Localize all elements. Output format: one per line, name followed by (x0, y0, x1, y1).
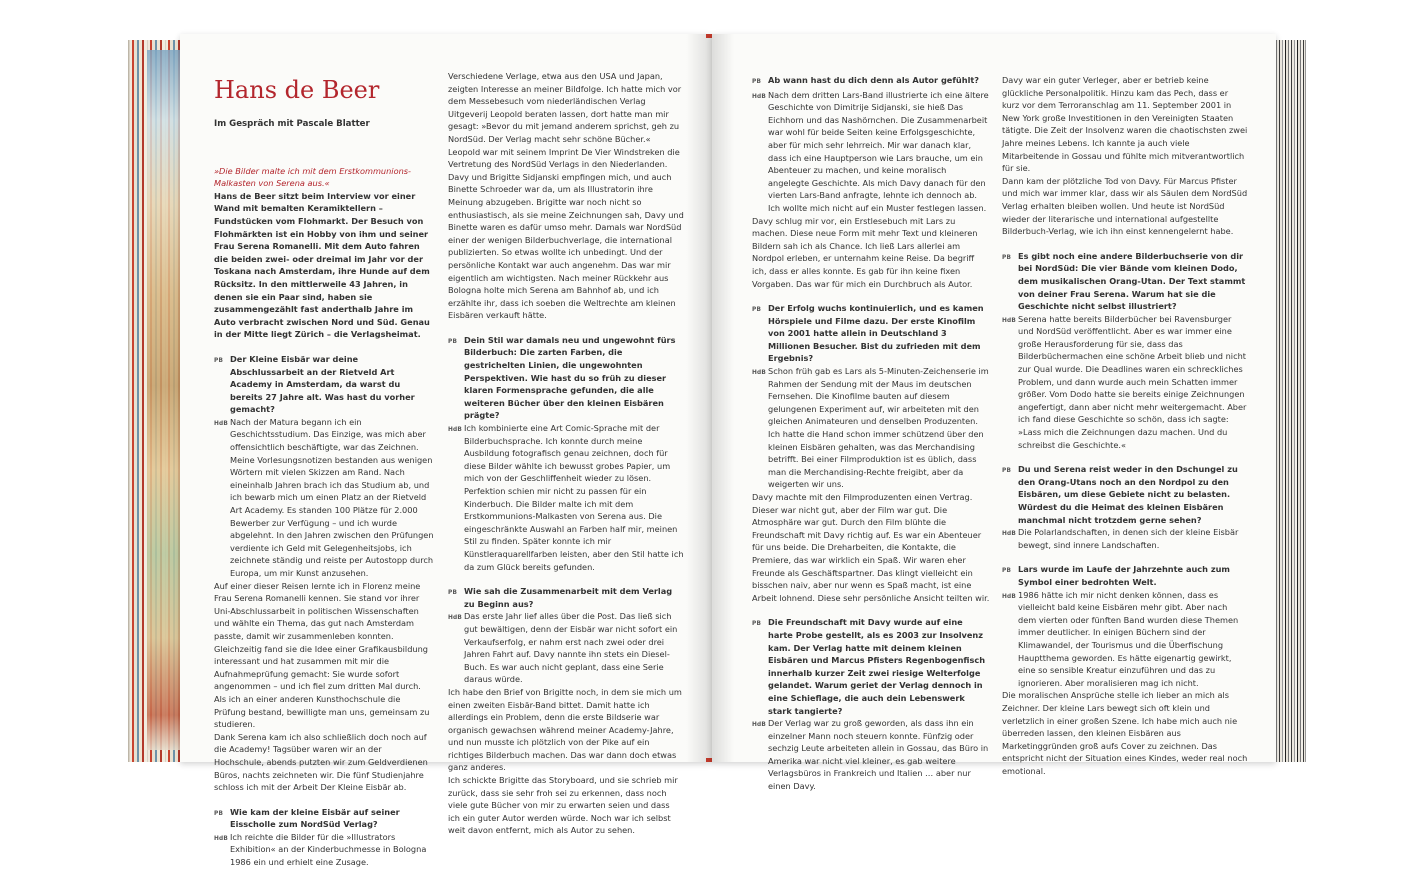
answer-block (1002, 313, 1248, 452)
answer-text: Serena hatte bereits Bilderbücher bei Ravensburger und NordSüd veröffentlicht. Aber es war immer eine große Herausforderung für sie, dass das Bilderbüchermachen eine schöne Arbeit blieb und nicht zur Qual wurde. Die Deadlines waren ein schreckliches Problem, und dann wurde auch mein Schatten immer größer. Vom Dodo hatte sie bereits einige Zeichnungen angefertigt, dann aber nicht mehr weitergemacht. Aber ich fand diese Geschichte so schön, dass ich sagte: »Lass mich die Zeichnungen dazu machen. Und du schreibst die Geschichte.« (1018, 313, 1247, 450)
answer-text: Nach dem dritten Lars-Band illustrierte ich eine ältere Geschichte von Dimitrije Sidjanski, sie hieß Das Eichhorn und das Nashörnchen. Die Zusammenarbeit war wohl für beide Seiten keine Erfolgsgeschichte, aber für mich sehr lehrreich. Mir war danach klar, dass ich eine Hauptperson wie Lars brauche, um ein Abenteuer zu machen, und keine moralisch angelegte Geschichte. Als mich Davy danach für den vierten Lars-Band anfragte, lehnte ich dennoch ab. Ich wollte mich nicht auf ein Muster festlegen lassen. (768, 89, 989, 213)
answer-text: Schon früh gab es Lars als 5-Minuten-Zeichenserie im Rahmen der Sendung mit der Maus im deutschen Fernsehen. Die Kinofilme bauten auf diesem gelungenen Experiment auf, wir arbeiteten mit den gleichen Animateuren und denselben Produzenten. Ich hatte die Hand schon immer schützend über den kleinen Eisbären gehalten, was das Merchandising betrifft. Bei einer Filmproduktion ist es üblich, dass man die Merchandising-Rechte freigibt, aber da weigerten wir uns. (768, 366, 989, 490)
answer-text: Das erste Jahr lief alles über die Post. Das ließ sich gut bewältigen, denn der Eisbär war nicht sofort ein Verkaufserfolg, er nahm erst nach zwei oder drei Jahren Fahrt auf. Davy nannte ihn stets ein Diesel-Buch. Es war auch nicht geplant, dass eine Serie daraus würde. (464, 611, 678, 685)
answer-tag: HdB (1002, 317, 1017, 324)
question-tag: PB (448, 590, 458, 597)
body-paragraph: Davy und Brigitte Sidjanski empfingen mich, und auch Binette Schroeder war da, um als Illustratorin ihre Meinung abzugeben. Brigitte war noch nicht so enthusiastisch, als sie meine Zeichnungen sah, Davy und Binette waren es dafür umso mehr. Damals war NordSüd einer der wenigen Bilderbuchverlage, die international publizierten. So etwas wollte ich unbedingt. Und der persönliche Kontakt war auch angenehm. Das war mir eigentlich am wichtigsten. Nach meiner Rückkehr aus Bologna holte mich Serena am Bahnhof ab, und ich erzählte ihr, dass ich soeben die Weltrechte am kleinen Eisbären verkauft hätte. (448, 171, 684, 321)
body-paragraph: Verschiedene Verlage, etwa aus den USA und Japan, zeigten Interesse an meiner Bildfolge. Ich hatte mich vor dem Messebesuch vom niederländischen Verlag Uitgeverij Leopold beraten lassen, dort hatte man mir gesagt: »Bevor du mit jemand anderem sprichst, geh zu NordSüd. Der Verlag macht sehr schöne Bücher.« Leopold war mit seinem Imprint De Vier Windstreken die Vertretung des NordSüd Verlags in den Niederlanden. (448, 71, 682, 170)
question-text: Wie kam der kleine Eisbär auf seiner Eisscholle zum NordSüd Verlag? (230, 806, 400, 830)
answer-tag: HdB (752, 370, 767, 377)
answer-text: Der Verlag war zu groß geworden, als dass ihn ein einzelner Mann noch steuern konnte. Fünfzig oder sechzig Leute arbeiteten allein in Gossau, das Büro in Amerika war nicht viel kleiner, es gab weitere Verlagsbüros in Frankreich und Italien … aber nur einen Davy. (768, 718, 989, 792)
question-block (1002, 463, 1248, 526)
question-tag: PB (1002, 254, 1012, 261)
answer-block (214, 831, 434, 869)
question-block (752, 302, 990, 365)
answer-paragraph: Auf einer dieser Reisen lernte ich in Florenz meine Frau Serena Romanelli kennen. Sie stand vor ihrer Uni-Abschlussarbeit in politischen Wissenschaften und wählte ein Thema, das gut nach Amsterdam passte, damit wir zusammenleben konnten. Gleichzeitig fand sie die Idee einer Grafikausbildung interessant und hat zusammen mit mir die Aufnahmeprüfung gemacht: Sie wurde sofort angenommen – und ich fiel zum dritten Mal durch. Als ich an einer anderen Kunsthochschule die Prüfung bestand, bewilligte man uns, gemeinsam zu studieren. (214, 580, 430, 730)
question-text: Ab wann hast du dich denn als Autor gefühlt? (768, 75, 980, 85)
answer-paragraph: Davy schlug mir vor, ein Erstlesebuch mit Lars zu machen. Diese neue Form mit mehr Text und kleineren Bildern sah ich als Chance. Ich ließ Lars allerlei am Nordpol erleben, er unternahm keine Reise. Da begriff ich, dass er alles konnte. Es gab für ihn keine fixen Vorgaben. Das war für mich ein Durchbruch als Autor. (752, 215, 978, 289)
question-tag: PB (752, 79, 762, 85)
answer-paragraph: Die moralischen Ansprüche stelle ich lieber an mich als Zeichner. Der kleine Lars bewegt sich oft klein und verletzlich in einer großen Szene. Ich habe mich auch nie überreden lassen, den kleinen Eisbären aus Marketinggründen groß aufs Cover zu zeichnen. Das entspricht nicht der Situation eines Kindes, weder real noch emotional. (1002, 690, 1248, 776)
question-text: Es gibt noch eine andere Bilderbuchserie von dir bei NordSüd: Die vier Bände vom kleinen Dodo, dem musikalischen Orang-Utan. Der Text stammt von deiner Frau Serena. Warum hat sie die Geschichte nicht selbst illustriert? (1018, 250, 1246, 312)
answer-tag: HdB (448, 615, 463, 622)
answer-block (448, 610, 684, 686)
answer-tag: HdB (752, 93, 767, 100)
question-block (214, 806, 434, 831)
answer-tag: HdB (1002, 593, 1017, 600)
answer-tag: HdB (448, 427, 463, 434)
answer-text: Ich kombinierte eine Art Comic-Sprache mit der Bilderbuchsprache. Ich konnte durch meine Ausbildung fotografisch genau zeichnen, doch für diese Bilder wählte ich bewusst grobes Papier, um mich von der Geschliffenheit wieder zu lösen. Perfektion schien mir nicht zu passen für ein Kinderbuch. Die Bilder malte ich mit dem Erstkommunions-Malkasten von Serena aus. Die eingeschränkte Auswahl an Farben half mir, meinen Stil zu finden. Später konnte ich mir Künstleraquarellfarben leisten, aber den Stil hatte ich da zum Glück bereits gefunden. (464, 423, 684, 572)
article-title: Hans de Beer (214, 76, 380, 104)
question-text: Die Freundschaft mit Davy wurde auf eine harte Probe gestellt, als es 2003 zur Insolvenz kam. Der Verlag hatte mit deinem kleinen Eisbären und Marcus Pfisters Regenbogenfisch innerhalb kurzer Zeit zwei riesige Welterfolge gelandet. Warum geriet der Verlag dennoch in eine Schieflage, die auch dein Lebenswerk stark tangierte? (768, 617, 986, 716)
answer-paragraph: Ich habe den Brief von Brigitte noch, in dem sie mich um einen zweiten Eisbär-Band bittet. Damit hatte ich allerdings ein Problem, denn die erste Bildserie war organisch gewachsen während meiner Academy-Jahre, und nun musste ich plötzlich von der Pike auf ein richtiges Bilderbuch machen. Das war dann doch etwas ganz anderes. (448, 686, 682, 773)
question-block (1002, 250, 1248, 313)
question-block (214, 353, 434, 416)
answer-paragraph: Davy machte mit den Filmproduzenten einen Vertrag. Dieser war nicht gut, aber der Film war gut. Die Atmosphäre war gut. Durch den Film blühte die Freundschaft mit Davy richtig auf. Es war ein Abenteuer für uns beide. Die Dreharbeiten, die Kontakte, die Premiere, das war wirklich ein Spaß. Wir waren eher Freunde als Geschäftspartner. Das klingt vielleicht ein bisschen naiv, aber nur wenn es Spaß macht, ist eine Arbeit lohnend. Diese sehr persönliche Ansicht teilten wir. (752, 492, 990, 603)
left-page (180, 34, 712, 868)
question-text: Lars wurde im Laufe der Jahrzehnte auch zum Symbol einer bedrohten Welt. (1018, 564, 1230, 587)
question-block (752, 74, 990, 89)
question-tag: PB (214, 357, 224, 364)
left-column-1 (214, 76, 434, 869)
question-text: Dein Stil war damals neu und ungewohnt fürs Bilderbuch: Die zarten Farben, die gestrichelten Linien, die ungewohnten Perspektiven. Wie hast du so früh zu dieser klaren Formensprache gefunden, die alle weiteren Bücher über den kleinen Eisbären prägte? (464, 334, 676, 421)
answer-tag: HdB (1002, 531, 1017, 538)
answer-text: 1986 hätte ich mir nicht denken können, dass es vielleicht bald keine Eisbären mehr gibt. Aber nach dem vierten oder fünften Band wurden diese Themen immer deutlicher. In einigen Büchern sind der Klimawandel, der Tourismus und die Überfischung Hauptthema geworden. Es hätte eigenartig gewirkt, eine so sensible Kreatur einzuführen und das zu ignorieren. Aber moralisieren mag ich nicht. (1018, 589, 1239, 688)
question-text: Der Erfolg wuchs kontinuierlich, und es kamen Hörspiele und Filme dazu. Der erste Kinofilm von 2001 hatte allein in Deutschland 3 Millionen Besucher. Bist du zufrieden mit dem Ergebnis? (768, 303, 984, 364)
answer-tag: HdB (214, 835, 229, 842)
question-tag: PB (752, 307, 762, 314)
answer-block (752, 717, 990, 793)
question-block (448, 334, 684, 422)
answer-block (214, 416, 434, 580)
question-tag: PB (1002, 568, 1012, 575)
open-book (128, 34, 1306, 868)
article-subtitle: Im Gespräch mit Pascale Blatter (214, 119, 370, 129)
answer-text: Nach der Matura begann ich ein Geschichtsstudium. Das Einzige, was mich aber offensichtlich beschäftigte, war das Zeichnen. Meine Vorlesungsnotizen bestanden aus wenigen Wörtern mit vielen Skizzen am Rand. Nach eineinhalb Jahren brach ich das Studium ab, und ich bewarb mich um einen Platz an der Rietveld Art Academy. Es standen 100 Plätze für 2.000 Bewerber zur Verfügung – und ich wurde abgelehnt. In den Jahren zwischen den Prüfungen verdiente ich Geld mit Gelegenheitsjobs, ich zeichnete ständig und reiste per Autostopp durch Europa, um mir Kunst anzusehen. (230, 416, 434, 578)
question-tag: PB (1002, 468, 1012, 475)
right-page (712, 34, 1276, 792)
pull-quote: »Die Bilder malte ich mit dem Erstkommunions-Malkasten von Serena aus.« (214, 165, 411, 189)
answer-block (752, 365, 990, 491)
question-block (752, 616, 990, 717)
answer-block (1002, 526, 1248, 551)
intro-paragraph: Hans de Beer sitzt beim Interview vor einer Wand mit bemalten Keramiktellern – Fundstücken vom Flohmarkt. Der Besuch von Flohmärkten ist ein Hobby von ihm und seiner Frau Serena Romanelli. Mit dem Auto fahren die beiden zwei- oder dreimal im Jahr vor der Toskana nach Amsterdam, ihre Hunde auf dem Rücksitz. In den mittlerweile 43 Jahren, in denen sie ein Paar sind, haben sie zusammengezählt fast anderthalb Jahre im Auto verbracht zwischen Nord und Süd. Genau in der Mitte liegt Zürich – die Verlagsheimat. (214, 190, 430, 340)
question-text: Wie sah die Zusammenarbeit mit dem Verlag zu Beginn aus? (464, 586, 673, 609)
page-edges-left (128, 40, 185, 762)
right-column-2 (1002, 74, 1248, 777)
answer-block (448, 422, 684, 573)
answer-block (752, 89, 990, 215)
answer-tag: HdB (214, 420, 229, 427)
answer-paragraph: Dank Serena kam ich also schließlich doch noch auf die Academy! Tagsüber waren wir an der Hochschule, abends putzten wir zum Geldverdienen Büros, nachts zeichneten wir. Die fünf Studienjahre schloss ich mit der Arbeit Der Kleine Eisbär ab. (214, 731, 428, 793)
question-tag: PB (214, 810, 224, 817)
answer-block (1002, 589, 1248, 690)
right-column-1 (752, 74, 990, 793)
question-tag: PB (752, 621, 762, 628)
answer-paragraph: Ich schickte Brigitte das Storyboard, und sie schrieb mir zurück, dass sie sehr froh sei zu erkennen, dass noch viele gute Bücher von mir zu erwarten seien und dass ich ein guter Autor werden würde. Noch war ich selbst weit davon entfernt, mich als Autor zu sehen. (448, 775, 678, 836)
page-edges-right (1273, 40, 1306, 762)
question-tag: PB (448, 338, 458, 345)
question-block (448, 585, 684, 610)
body-paragraph: Dann kam der plötzliche Tod von Davy. Für Marcus Pfister und mich war immer klar, dass wir als Säulen dem NordSüd Verlag erhalten bleiben wollen. Und heute ist NordSüd wieder der literarische und international aufgestellte Bilderbuch-Verlag, wie ich ihn einst kennengelernt habe. (1002, 175, 1248, 237)
answer-text: Die Polarlandschaften, in denen sich der kleine Eisbär bewegt, sind innere Landschaften. (1018, 527, 1239, 550)
body-paragraph: Davy war ein guter Verleger, aber er betrieb keine glückliche Personalpolitik. Hinzu kam das Pech, dass er kurz vor dem Terroranschlag am 11. September 2001 in New York große Investitionen in den Vereinigten Staaten tätigte. Die Zeit der Insolvenz waren die chaotischsten zwei Jahre meines Lebens. Ich kannte ja auch viele Mitarbeitende in Gossau und fühlte mich mitverantwortlich für sie. (1002, 75, 1248, 174)
answer-tag: HdB (752, 722, 767, 729)
question-text: Der Kleine Eisbär war deine Abschlussarbeit an der Rietveld Art Academy in Amsterdam, da warst du bereits 27 Jahre alt. Was hast du vorher gemacht? (230, 353, 415, 415)
question-text: Du und Serena reist weder in den Dschungel zu den Orang-Utans noch an den Nordpol zu den Eisbären, um diese Gebiete nicht zu belasten. Würdest du die Heimat des kleinen Eisbären manchmal nicht trotzdem gerne sehen? (1018, 464, 1238, 525)
answer-text: Ich reichte die Bilder für die »Illustrators Exhibition« an der Kinderbuchmesse in Bologna 1986 ein und erhielt eine Zusage. (230, 831, 427, 868)
left-column-2 (448, 70, 684, 837)
question-block (1002, 563, 1248, 588)
